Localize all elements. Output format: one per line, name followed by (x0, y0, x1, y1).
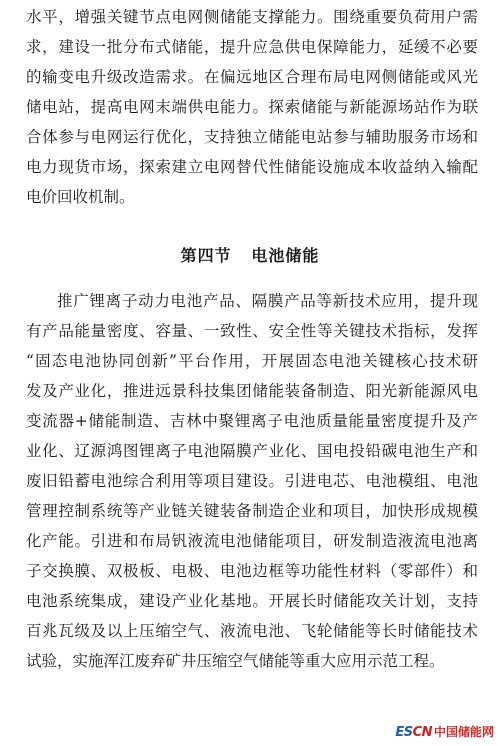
text-line: “固态电池协同创新”平台作用，开展固态电池关键核心技术研 (26, 352, 478, 370)
body-paragraph (26, 286, 478, 676)
text-line: 推广锂离子动力电池产品、隔膜产品等新技术应用，提升现 (57, 292, 478, 310)
text-line: 合体参与电网运行优化，支持独立储能电站参与辅助服务市场和 (26, 128, 478, 146)
text-line: 有产品能量密度、容量、一致性、安全性等关键技术指标，发挥 (26, 322, 478, 340)
logo-es-text: ES (395, 725, 413, 740)
text-line: 求，建设一批分布式储能，提升应急供电保障能力，延缓不必要 (26, 38, 478, 56)
text-line: 电力现货市场，探索建立电网替代性储能设施成本收益纳入输配 (26, 158, 478, 176)
text-line: 化产能。引进和布局钒液流电池储能项目，研发制造液流电池离 (26, 532, 478, 550)
text-line: 管理控制系统等产业链关键装备制造企业和项目，加快形成规模 (26, 502, 478, 520)
text-line: 变流器+储能制造、吉林中聚锂离子电池质量能量密度提升及产 (26, 412, 478, 430)
text-line: 业化、辽源鸿图锂离子电池隔膜产业化、国电投铅碳电池生产和 (26, 442, 478, 460)
text-line: 的输变电升级改造需求。在偏远地区合理布局电网侧储能或风光 (26, 68, 478, 86)
text-line: 百兆瓦级及以上压缩空气、液流电池、飞轮储能等长时储能技术 (26, 622, 478, 640)
logo-cn-text: CN (412, 725, 432, 740)
section-heading: 第四节 电池储能 (180, 246, 320, 265)
text-line: 子交换膜、双极板、电极、电池边框等功能性材料（零部件）和 (26, 562, 478, 580)
text-line: 废旧铅蓄电池综合利用等项目建设。引进电芯、电池模组、电池 (26, 472, 478, 490)
text-line: 电池系统集成，建设产业化基地。开展长时储能攻关计划，支持 (26, 592, 478, 610)
text-line: 试验，实施浑江废弃矿井压缩空气储能等重大应用示范工程。 (26, 652, 445, 670)
logo-site-name: 中国储能网 (433, 725, 494, 739)
text-line: 水平，增强关键节点电网侧储能支撑能力。围绕重要负荷用户需 (26, 8, 478, 26)
top-paragraph (26, 2, 478, 212)
text-line: 发及产业化，推进远景科技集团储能装备制造、阳光新能源风电 (26, 382, 478, 400)
text-line: 电价回收机制。 (26, 188, 135, 206)
watermark-logo (395, 723, 494, 740)
text-line: 储电站，提高电网末端供电能力。探索储能与新能源场站作为联 (26, 98, 478, 116)
